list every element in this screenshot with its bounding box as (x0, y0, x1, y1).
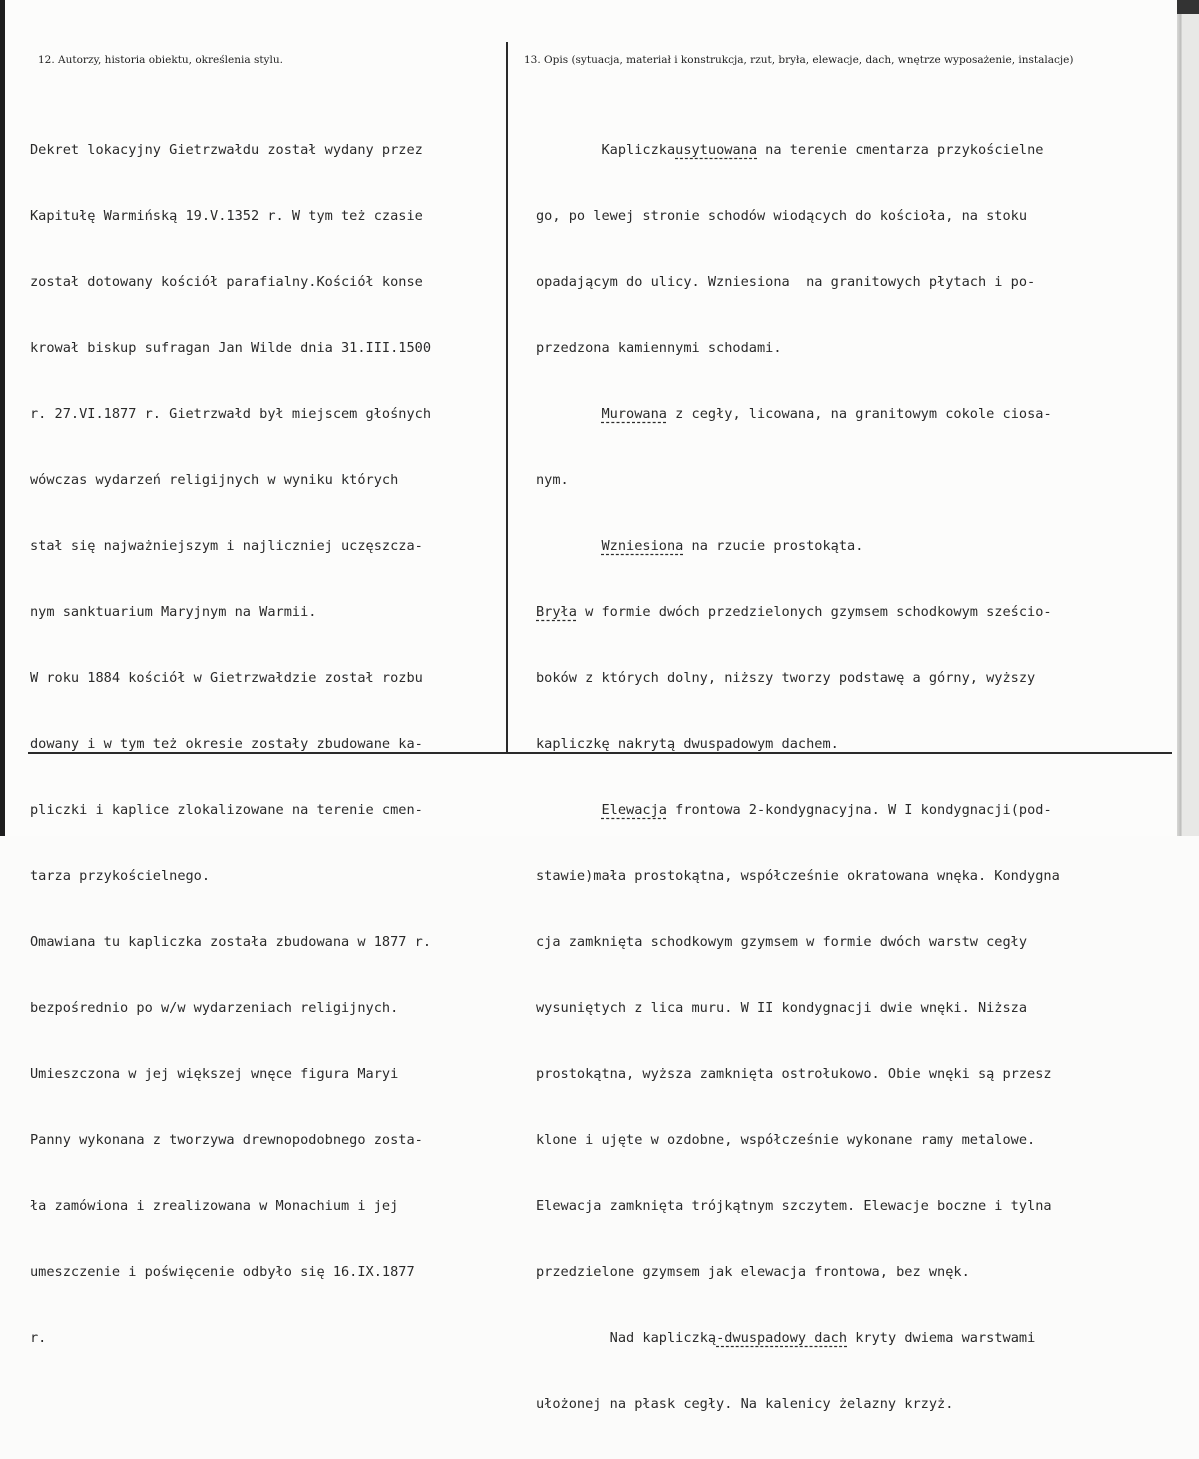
description-line: Elewacja frontowa 2-kondygnacyjna. W I kondygnacji(pod- (601, 802, 1052, 818)
description-line: przedzielone gzymsem jak elewacja frontowa, bez wnęk. (536, 1264, 970, 1280)
underlined-term: usytuowana (675, 142, 757, 158)
description-text (536, 95, 1176, 1459)
history-line: tarza przykościelnego. (30, 868, 211, 884)
description-line: Kapliczkausytuowana na terenie cmentarza przykościelne (601, 142, 1044, 158)
history-line: bezpośrednio po w/w wydarzeniach religijnych. (30, 1000, 399, 1016)
history-line: stał się najważniejszym i najliczniej uczęszcza- (30, 538, 423, 554)
history-line: krował biskup sufragan Jan Wilde dnia 31.III.1500 (30, 340, 432, 356)
description-line: boków z których dolny, niższy tworzy podstawę a górny, wyższy (536, 670, 1036, 686)
description-line: Elewacja zamknięta trójkątnym szczytem. Elewacje boczne i tylna (536, 1198, 1052, 1214)
description-line: ułożonej na płask cegły. Na kalenicy żelazny krzyż. (536, 1396, 954, 1412)
description-line: stawie)mała prostokątna, współcześnie okratowana wnęka. Kondygna (536, 868, 1060, 884)
history-line: Kapitułę Warmińską 19.V.1352 r. W tym też czasie (30, 208, 423, 224)
description-line: wysuniętych z lica muru. W II kondygnacji dwie wnęki. Niższa (536, 1000, 1028, 1016)
underlined-term: Wzniesiona (601, 538, 684, 554)
page-left-edge (0, 0, 5, 836)
history-line: r. (30, 1330, 47, 1346)
history-line: wówczas wydarzeń religijnych w wyniku których (30, 472, 399, 488)
description-line: cja zamknięta schodkowym gzymsem w formie dwóch warstw cegły (536, 934, 1028, 950)
history-line: Umieszczona w jej większej wnęce figura Maryi (30, 1066, 399, 1082)
history-line: dowany i w tym też okresie zostały zbudowane ka- (30, 736, 423, 752)
description-line: Bryła w formie dwóch przedzielonych gzymsem schodkowym sześcio- (536, 604, 1052, 620)
description-line: nym. (536, 472, 569, 488)
history-line: Omawiana tu kapliczka została zbudowana w 1877 r. (30, 934, 432, 950)
description-line: opadającym do ulicy. Wzniesiona na granitowych płytach i po- (536, 274, 1036, 290)
underlined-term: Elewacja (601, 802, 667, 818)
history-line: umeszczenie i poświęcenie odbyło się 16.IX.1877 (30, 1264, 415, 1280)
history-line: r. 27.VI.1877 r. Gietrzwałd był miejscem głośnych (30, 406, 432, 422)
description-line: Nad kapliczką-dwuspadowy dach kryty dwiema warstwami (609, 1330, 1036, 1346)
history-text (30, 95, 508, 1393)
history-line: pliczki i kaplice zlokalizowane na terenie cmen- (30, 802, 423, 818)
section-13-header: 13. Opis (sytuacja, materiał i konstrukcja, rzut, bryła, elewacje, dach, wnętrze wyposażenie, instalacje) (524, 54, 1074, 66)
description-line: przedzona kamiennymi schodami. (536, 340, 782, 356)
history-line: ła zamówiona i zrealizowana w Monachium i jej (30, 1198, 399, 1214)
description-line: go, po lewej stronie schodów wiodących do kościoła, na stoku (536, 208, 1028, 224)
page-corner-mark (1177, 0, 1199, 14)
underlined-term: Murowana (601, 406, 667, 422)
description-line: kapliczkę nakrytą dwuspadowym dachem. (536, 736, 839, 752)
history-line: Panny wykonana z tworzywa drewnopodobnego zosta- (30, 1132, 423, 1148)
underlined-term: Bryła (536, 604, 577, 620)
description-line: Wzniesiona na rzucie prostokąta. (601, 538, 864, 554)
history-line: został dotowany kościół parafialny.Kościół konse (30, 274, 423, 290)
section-12-header: 12. Autorzy, historia obiektu, określenia stylu. (38, 54, 283, 66)
history-line: Dekret lokacyjny Gietrzwałdu został wydany przez (30, 142, 423, 158)
description-line: klone i ujęte w ozdobne, współcześnie wykonane ramy metalowe. (536, 1132, 1036, 1148)
history-line: nym sanktuarium Maryjnym na Warmii. (30, 604, 317, 620)
description-line: prostokątna, wyższa zamknięta ostrołukowo. Obie wnęki są przesz (536, 1066, 1052, 1082)
page-right-edge (1177, 0, 1199, 836)
description-line: Murowana z cegły, licowana, na granitowym cokole ciosa- (601, 406, 1052, 422)
underlined-term: -dwuspadowy dach (716, 1330, 848, 1346)
history-line: W roku 1884 kościół w Gietrzwałdzie został rozbu (30, 670, 423, 686)
